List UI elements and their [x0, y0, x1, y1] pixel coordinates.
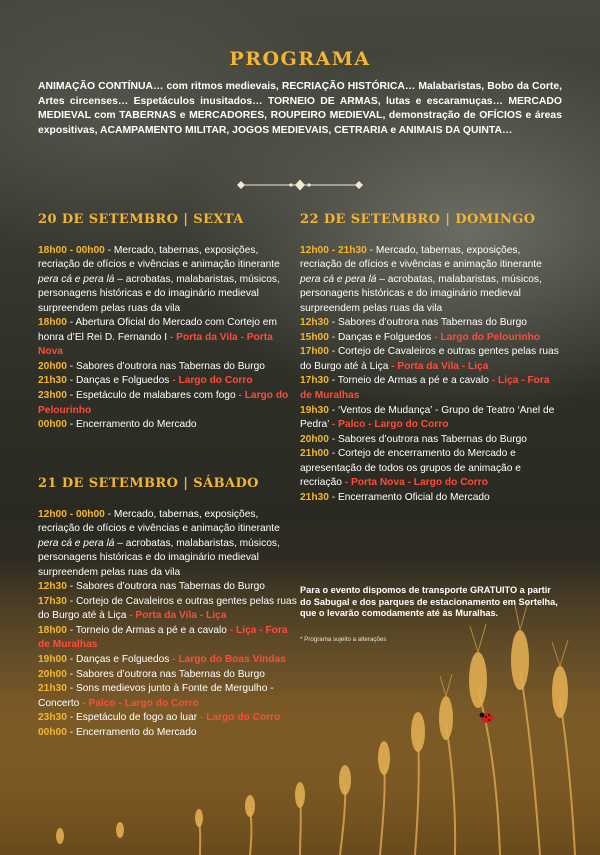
event-description: - Sabores d’outrora nas Tabernas do Burgo [66, 360, 265, 372]
event-time: 18h00 [38, 317, 67, 329]
event-time: 20h00 [300, 433, 329, 445]
day-sabado-section [38, 477, 298, 740]
schedule-event [300, 244, 560, 317]
event-description: - Danças e Folguedos [328, 331, 435, 343]
event-location: - Palco - Largo do Corro [82, 697, 199, 709]
day-sexta-section [38, 213, 298, 433]
event-location: - Porta Nova - Largo do Corro [344, 477, 488, 489]
schedule-event [38, 668, 298, 683]
event-location: - Largo do Pelourinho [38, 390, 289, 416]
transport-note: Para o evento dispomos de transporte GRATUITO a partir do Sabugal e dos parques de estacionamento em Sortelha, que o levarão comodamente até às Muralhas. [300, 585, 558, 619]
schedule-event [38, 726, 298, 741]
day-heading: 21 DE SETEMBRO | SÁBADO [38, 476, 259, 491]
event-time: 12h30 [38, 581, 67, 593]
event-description: - Sons medievos junto à Fonte de Mergulho - Concerto [38, 683, 274, 709]
event-location: - Porta da Vila - Liça [391, 360, 489, 372]
event-time: 21h30 [38, 683, 67, 695]
event-description-cont: – acrobatas, malabaristas, músicos, personagens históricas e do imaginário medieval surpreendem pelas ruas da vila [38, 537, 280, 578]
event-description: - Mercado, tabernas, exposições, recriação de ofícios e vivências e animação itinerante [38, 244, 280, 271]
schedule-event [38, 389, 298, 418]
event-description: - Cortejo de encerramento do Mercado e apresentação de todos os grupos de animação e recriação [300, 448, 521, 489]
event-location: - Liça - Fora de Muralhas [38, 624, 288, 651]
event-time: 20h00 [38, 360, 67, 372]
event-description: - Mercado, tabernas, exposições, recriação de ofícios e vivências e animação itinerante [38, 508, 280, 535]
schedule-event [38, 374, 298, 389]
event-time: 17h30 [300, 375, 329, 387]
schedule-event [38, 244, 298, 317]
event-time: 17h30 [38, 595, 67, 607]
event-time: 19h30 [300, 404, 329, 416]
diamond-divider-ornament [233, 178, 367, 192]
day-heading: 20 DE SETEMBRO | SEXTA [38, 212, 244, 227]
schedule-event [300, 374, 560, 403]
schedule-event [38, 595, 298, 624]
schedule-event [38, 711, 298, 726]
page-title: PROGRAMA [229, 48, 371, 70]
event-location: - Palco - Largo do Corro [331, 419, 449, 431]
event-time: 15h00 [300, 331, 329, 343]
event-description: - Mercado, tabernas, exposições, recriação de ofícios e vivências e animação itinerante [300, 244, 542, 271]
event-time: 18h00 - 00h00 [38, 244, 105, 256]
schedule-event [38, 682, 298, 711]
event-description: - Torneio de Armas a pé e a cavalo [328, 375, 492, 387]
event-time: 19h00 [38, 654, 67, 666]
event-time: 23h00 [38, 390, 67, 402]
event-description: - Cortejo de Cavaleiros e outras gentes pelas ruas do Burgo até à Liça [300, 346, 559, 372]
day-domingo-section [300, 213, 560, 505]
schedule-event [38, 580, 298, 595]
schedule-event [38, 624, 298, 653]
event-time: 20h00 [38, 668, 67, 680]
event-description-italic: pera cá e pera lá [38, 273, 115, 285]
event-description: - Espetáculo de fogo ao luar [66, 712, 200, 724]
event-time: 12h00 - 00h00 [38, 508, 105, 520]
event-description: - Encerramento do Mercado [66, 726, 197, 738]
event-location: - Porta da Vila - Porta Nova [38, 331, 273, 358]
event-description-cont: – acrobatas, malabaristas, músicos, personagens históricas e do imaginário medieval surpreendem pelas ruas da vila [300, 273, 542, 314]
day-heading: 22 DE SETEMBRO | DOMINGO [300, 212, 536, 227]
footnote: * Programa sujeito a alterações [300, 636, 387, 643]
schedule-event [300, 433, 560, 448]
event-description-italic: pera cá e pera lá [38, 537, 115, 549]
event-time: 21h00 [300, 448, 329, 460]
event-description: - Cortejo de Cavaleiros e outras gentes pelas ruas do Burgo até à Liça [38, 595, 297, 622]
event-description: - Sabores d’outrora nas Tabernas do Burgo [328, 433, 527, 445]
schedule-event [38, 508, 298, 581]
event-location: - Porta da Vila - Liça [129, 610, 227, 622]
schedule-event [300, 491, 560, 506]
event-description: - Encerramento Oficial do Mercado [328, 491, 490, 503]
event-time: 17h00 [300, 346, 329, 358]
event-description: - Torneio de Armas a pé e a cavalo [66, 624, 230, 636]
event-location: - Liça - Fora de Muralhas [300, 375, 550, 402]
event-description: - Encerramento do Mercado [66, 419, 197, 431]
event-description: - Espetáculo de malabares com fogo [66, 390, 239, 402]
schedule-event [38, 360, 298, 375]
event-description: - Sabores d’outrora nas Tabernas do Burgo [66, 668, 265, 680]
event-description: - Sabores d’outrora nas Tabernas do Burgo [66, 581, 265, 593]
intro-paragraph: ANIMAÇÃO CONTÍNUA… com ritmos medievais, RECRIAÇÃO HISTÓRICA… Malabaristas, Bobo da Corte, Artes circenses… Espetáculos inusitados… TORNEIO DE ARMAS, lutas e escaramuças… MERCADO MEDIEVAL com TABERNAS e MERCADORES, ROUPEIRO MEDIEVAL, demonstração de OFÍCIOS e áreas expositivas, ACAMPAMENTO MILITAR, JOGOS MEDIEVAIS, CETRARIA e ANIMAIS DA QUINTA… [38, 81, 562, 136]
schedule-event [300, 316, 560, 331]
schedule-event [38, 316, 298, 360]
schedule-event [38, 418, 298, 433]
event-description: - ‘Ventos de Mudança’ - Grupo de Teatro ‘Anel de Pedra’ [300, 404, 555, 431]
event-description-italic: pera cá e pera lá [300, 273, 377, 285]
event-time: 00h00 [38, 419, 67, 431]
event-location: - Largo do Corro [199, 712, 281, 724]
event-location: - Largo do Pelourinho [434, 331, 541, 343]
event-description: - Danças e Folguedos [66, 654, 173, 666]
event-time: 21h30 [38, 375, 67, 387]
event-description: - Sabores d’outrora nas Tabernas do Burgo [328, 317, 527, 329]
schedule-event [300, 345, 560, 374]
event-location: - Largo do Corro [172, 375, 253, 387]
schedule-event [300, 404, 560, 433]
event-time: 23h30 [38, 712, 67, 724]
event-time: 18h00 [38, 624, 67, 636]
event-time: 12h00 - 21h30 [300, 244, 367, 256]
schedule-event [300, 331, 560, 346]
event-description: - Danças e Folguedos [66, 375, 173, 387]
schedule-event [38, 653, 298, 668]
event-location: - Largo do Boas Vindas [172, 654, 286, 666]
event-description-cont: – acrobatas, malabaristas, músicos, personagens históricas e do imaginário medieval surpreendem pelas ruas da vila [38, 273, 280, 314]
event-description: - Abertura Oficial do Mercado com Cortejo em honra d’El Rei D. Fernando I [38, 317, 277, 343]
event-time: 00h00 [38, 726, 67, 738]
schedule-event [300, 447, 560, 491]
event-time: 21h30 [300, 491, 329, 503]
event-time: 12h30 [300, 317, 329, 329]
